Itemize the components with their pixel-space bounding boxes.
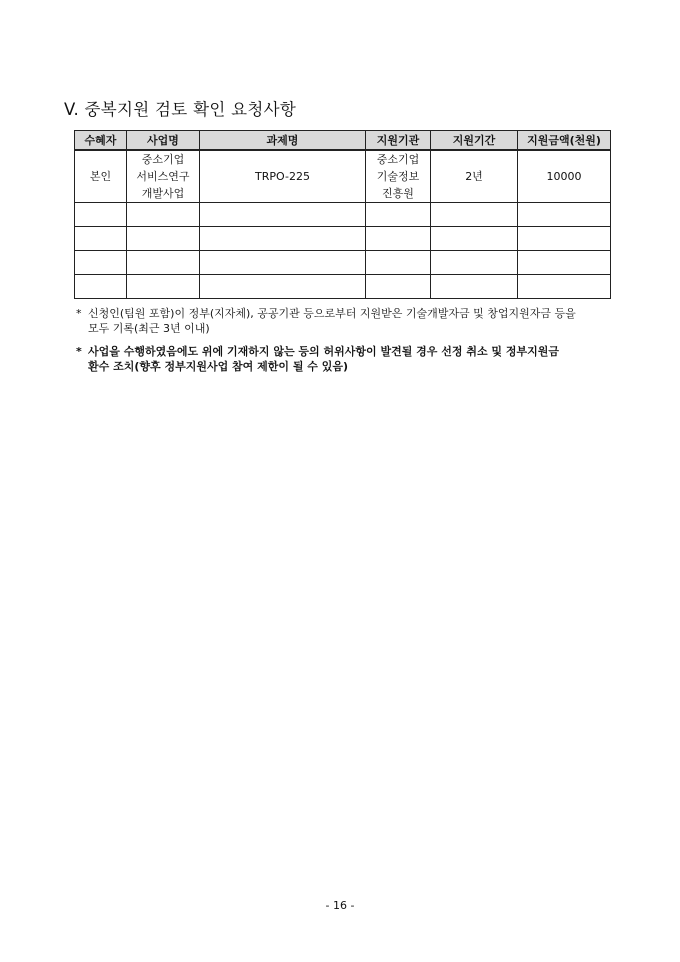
note-line: 환수 조치(향후 정부지원사업 참여 제한이 될 수 있음) bbox=[88, 360, 349, 373]
cell-period: 2년 bbox=[431, 150, 518, 203]
col-header-program: 사업명 bbox=[127, 131, 200, 150]
col-header-recipient: 수혜자 bbox=[75, 131, 127, 150]
cell-project: TRPO-225 bbox=[200, 150, 366, 203]
note-record-support bbox=[76, 306, 616, 336]
table-row-empty bbox=[75, 226, 611, 250]
empty-cell bbox=[75, 226, 127, 250]
empty-cell bbox=[366, 226, 431, 250]
cell-amount: 10000 bbox=[518, 150, 611, 203]
note-mark: * bbox=[76, 345, 82, 358]
empty-cell bbox=[431, 202, 518, 226]
table-row-empty bbox=[75, 250, 611, 274]
duplicate-support-table bbox=[74, 130, 611, 299]
note-false-info-warning bbox=[76, 344, 616, 374]
cell-agency-line: 기술정보 bbox=[376, 169, 420, 183]
empty-cell bbox=[431, 274, 518, 298]
note-line: 신청인(팀원 포함)이 정부(지자체), 공공기관 등으로부터 지원받은 기술개발자금 및 창업지원자금 등을 bbox=[88, 307, 576, 320]
empty-cell bbox=[200, 202, 366, 226]
cell-recipient: 본인 bbox=[75, 150, 127, 203]
table-header-row bbox=[75, 131, 611, 150]
empty-cell bbox=[366, 274, 431, 298]
empty-cell bbox=[518, 274, 611, 298]
empty-cell bbox=[75, 202, 127, 226]
section-heading: V. 중복지원 검토 확인 요청사항 bbox=[64, 100, 297, 119]
note-line: 사업을 수행하였음에도 위에 기재하지 않는 등의 허위사항이 발견될 경우 선정 취소 및 정부지원금 bbox=[88, 345, 559, 358]
cell-agency-line: 진흥원 bbox=[382, 186, 414, 200]
table-row-empty bbox=[75, 274, 611, 298]
empty-cell bbox=[127, 274, 200, 298]
col-header-project: 과제명 bbox=[200, 131, 366, 150]
empty-cell bbox=[127, 250, 200, 274]
empty-cell bbox=[200, 250, 366, 274]
note-text bbox=[88, 344, 616, 374]
empty-cell bbox=[518, 202, 611, 226]
cell-program bbox=[127, 150, 200, 203]
empty-cell bbox=[75, 274, 127, 298]
cell-agency-line: 중소기업 bbox=[376, 152, 420, 166]
empty-cell bbox=[431, 250, 518, 274]
cell-agency bbox=[366, 150, 431, 203]
empty-cell bbox=[127, 226, 200, 250]
empty-cell bbox=[366, 202, 431, 226]
empty-cell bbox=[200, 226, 366, 250]
empty-cell bbox=[431, 226, 518, 250]
empty-cell bbox=[75, 250, 127, 274]
col-header-amount: 지원금액(천원) bbox=[518, 131, 611, 150]
notes-section bbox=[76, 306, 616, 382]
cell-program-line: 중소기업 bbox=[141, 152, 185, 166]
empty-cell bbox=[518, 250, 611, 274]
col-header-period: 지원기간 bbox=[431, 131, 518, 150]
empty-cell bbox=[366, 250, 431, 274]
empty-cell bbox=[518, 226, 611, 250]
table-row-empty bbox=[75, 202, 611, 226]
note-line: 모두 기록(최근 3년 이내) bbox=[88, 322, 210, 335]
empty-cell bbox=[127, 202, 200, 226]
note-mark: * bbox=[76, 307, 82, 320]
cell-program-line: 서비스연구 bbox=[136, 169, 190, 183]
note-text bbox=[88, 306, 616, 336]
empty-cell bbox=[200, 274, 366, 298]
page-number: - 16 - bbox=[325, 899, 355, 912]
cell-program-line: 개발사업 bbox=[141, 186, 185, 200]
table-row bbox=[75, 150, 611, 203]
col-header-agency: 지원기관 bbox=[366, 131, 431, 150]
